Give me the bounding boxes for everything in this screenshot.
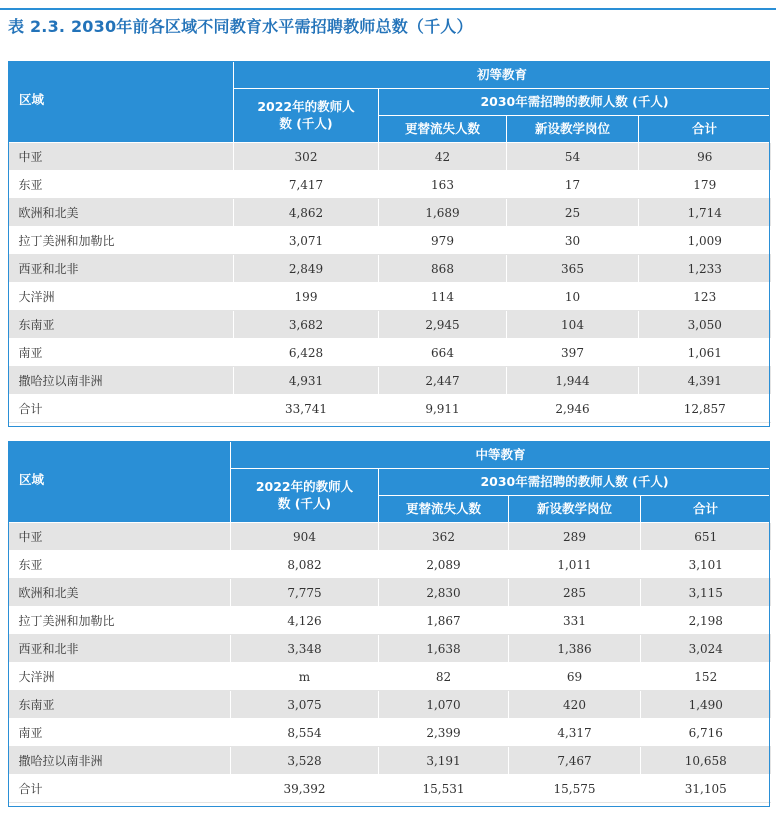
table-row	[9, 339, 771, 367]
new-posts-cell: 25	[507, 199, 639, 227]
total-header: 合计	[641, 496, 771, 523]
total-cell: 4,391	[639, 367, 771, 395]
table-row	[9, 747, 771, 775]
total-cell: 651	[641, 523, 771, 551]
table-row	[9, 523, 771, 551]
total-cell: 1,061	[639, 339, 771, 367]
new-posts-cell: 1,011	[509, 551, 641, 579]
replace-cell: 362	[379, 523, 509, 551]
total-cell: 1,714	[639, 199, 771, 227]
new-posts-cell: 1,386	[509, 635, 641, 663]
region-cell: 欧洲和北美	[9, 199, 234, 227]
teachers-2022-cell: 8,554	[231, 719, 379, 747]
region-cell: 大洋洲	[9, 283, 234, 311]
teachers-2022-cell: 3,682	[234, 311, 379, 339]
total-cell: 1,009	[639, 227, 771, 255]
table-row	[9, 663, 771, 691]
teachers-2022-cell: 4,126	[231, 607, 379, 635]
new-posts-cell: 4,317	[509, 719, 641, 747]
teachers-2022-header: 2022年的教师人数 (千人)	[231, 469, 379, 523]
table-row	[9, 311, 771, 339]
teachers-2022-cell: m	[231, 663, 379, 691]
table-row	[9, 227, 771, 255]
replace-cell: 3,191	[379, 747, 509, 775]
primary-education-table	[8, 61, 771, 423]
replace-cell: 1,689	[379, 199, 507, 227]
total-cell: 1,233	[639, 255, 771, 283]
table-row	[9, 635, 771, 663]
region-cell: 南亚	[9, 339, 234, 367]
table-row	[9, 775, 771, 803]
new-posts-header: 新设教学岗位	[507, 116, 639, 143]
region-cell: 拉丁美洲和加勒比	[9, 227, 234, 255]
replace-cell: 163	[379, 171, 507, 199]
table-row	[9, 551, 771, 579]
region-cell: 合计	[9, 395, 234, 423]
new-posts-cell: 1,944	[507, 367, 639, 395]
teachers-2022-cell: 3,071	[234, 227, 379, 255]
teachers-2022-cell: 3,075	[231, 691, 379, 719]
table-row	[9, 255, 771, 283]
new-posts-cell: 15,575	[509, 775, 641, 803]
table-row	[9, 199, 771, 227]
new-posts-cell: 10	[507, 283, 639, 311]
replace-cell: 1,867	[379, 607, 509, 635]
replace-cell: 2,447	[379, 367, 507, 395]
table-title: 表 2.3. 2030年前各区域不同教育水平需招聘教师总数（千人）	[8, 17, 473, 36]
region-cell: 东南亚	[9, 311, 234, 339]
new-posts-cell: 285	[509, 579, 641, 607]
table-row	[9, 283, 771, 311]
teachers-2022-cell: 3,528	[231, 747, 379, 775]
total-cell: 179	[639, 171, 771, 199]
replace-cell: 664	[379, 339, 507, 367]
total-cell: 3,115	[641, 579, 771, 607]
new-posts-cell: 17	[507, 171, 639, 199]
replace-cell: 42	[379, 143, 507, 171]
region-cell: 西亚和北非	[9, 635, 231, 663]
replace-cell: 114	[379, 283, 507, 311]
total-cell: 2,198	[641, 607, 771, 635]
table-row	[9, 143, 771, 171]
region-cell: 大洋洲	[9, 663, 231, 691]
teachers-2022-cell: 7,417	[234, 171, 379, 199]
region-cell: 合计	[9, 775, 231, 803]
new-posts-cell: 7,467	[509, 747, 641, 775]
table-row	[9, 607, 771, 635]
top-rule	[0, 8, 776, 10]
region-cell: 南亚	[9, 719, 231, 747]
new-posts-cell: 365	[507, 255, 639, 283]
replace-cell: 2,830	[379, 579, 509, 607]
new-posts-cell: 331	[509, 607, 641, 635]
region-cell: 撒哈拉以南非洲	[9, 747, 231, 775]
new-posts-cell: 289	[509, 523, 641, 551]
teachers-2022-cell: 904	[231, 523, 379, 551]
replace-cell: 2,089	[379, 551, 509, 579]
replace-header: 更替流失人数	[379, 496, 509, 523]
education-level-header: 中等教育	[231, 442, 771, 469]
new-posts-cell: 104	[507, 311, 639, 339]
total-cell: 152	[641, 663, 771, 691]
new-posts-header: 新设教学岗位	[509, 496, 641, 523]
teachers-2022-cell: 2,849	[234, 255, 379, 283]
new-posts-cell: 397	[507, 339, 639, 367]
total-cell: 10,658	[641, 747, 771, 775]
replace-cell: 868	[379, 255, 507, 283]
region-cell: 西亚和北非	[9, 255, 234, 283]
new-posts-cell: 69	[509, 663, 641, 691]
teachers-2022-cell: 33,741	[234, 395, 379, 423]
total-cell: 3,050	[639, 311, 771, 339]
total-cell: 12,857	[639, 395, 771, 423]
replace-cell: 2,945	[379, 311, 507, 339]
replace-cell: 2,399	[379, 719, 509, 747]
region-cell: 中亚	[9, 523, 231, 551]
total-header: 合计	[639, 116, 771, 143]
region-header: 区域	[9, 442, 231, 523]
replace-cell: 82	[379, 663, 509, 691]
replace-cell: 1,638	[379, 635, 509, 663]
table-row	[9, 691, 771, 719]
needed-2030-header: 2030年需招聘的教师人数 (千人)	[379, 469, 771, 496]
region-header: 区域	[9, 62, 234, 143]
teachers-2022-cell: 6,428	[234, 339, 379, 367]
teachers-2022-cell: 302	[234, 143, 379, 171]
replace-cell: 15,531	[379, 775, 509, 803]
table-row	[9, 171, 771, 199]
new-posts-cell: 30	[507, 227, 639, 255]
total-cell: 96	[639, 143, 771, 171]
teachers-2022-cell: 199	[234, 283, 379, 311]
new-posts-cell: 54	[507, 143, 639, 171]
region-cell: 中亚	[9, 143, 234, 171]
new-posts-cell: 2,946	[507, 395, 639, 423]
needed-2030-header: 2030年需招聘的教师人数 (千人)	[379, 89, 771, 116]
teachers-2022-cell: 39,392	[231, 775, 379, 803]
total-cell: 31,105	[641, 775, 771, 803]
table-row	[9, 719, 771, 747]
table-row	[9, 367, 771, 395]
secondary-education-table	[8, 441, 771, 803]
region-cell: 东亚	[9, 171, 234, 199]
teachers-2022-header: 2022年的教师人数 (千人)	[234, 89, 379, 143]
total-cell: 1,490	[641, 691, 771, 719]
region-cell: 撒哈拉以南非洲	[9, 367, 234, 395]
education-level-header: 初等教育	[234, 62, 771, 89]
total-cell: 123	[639, 283, 771, 311]
replace-cell: 979	[379, 227, 507, 255]
region-cell: 东亚	[9, 551, 231, 579]
replace-header: 更替流失人数	[379, 116, 507, 143]
region-cell: 拉丁美洲和加勒比	[9, 607, 231, 635]
total-cell: 3,024	[641, 635, 771, 663]
teachers-2022-cell: 7,775	[231, 579, 379, 607]
teachers-2022-cell: 3,348	[231, 635, 379, 663]
replace-cell: 1,070	[379, 691, 509, 719]
total-cell: 3,101	[641, 551, 771, 579]
table-row	[9, 579, 771, 607]
region-cell: 欧洲和北美	[9, 579, 231, 607]
total-cell: 6,716	[641, 719, 771, 747]
teachers-2022-cell: 4,931	[234, 367, 379, 395]
table-row	[9, 395, 771, 423]
new-posts-cell: 420	[509, 691, 641, 719]
region-cell: 东南亚	[9, 691, 231, 719]
teachers-2022-cell: 4,862	[234, 199, 379, 227]
teachers-2022-cell: 8,082	[231, 551, 379, 579]
replace-cell: 9,911	[379, 395, 507, 423]
